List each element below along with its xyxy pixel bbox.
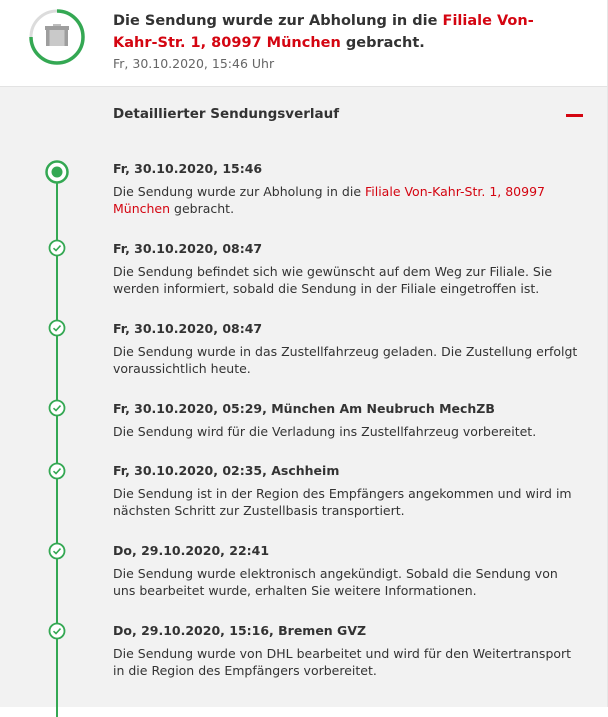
check-circle-icon: [48, 622, 66, 640]
tracking-event: [113, 241, 578, 297]
event-header: Fr, 30.10.2020, 02:35, Aschheim: [113, 463, 340, 478]
event-text: [113, 183, 578, 217]
headline-suffix: gebracht.: [340, 35, 425, 51]
branch-link[interactable]: Filiale Von-Kahr-Str. 1, 80997 München: [113, 184, 545, 216]
event-text: Die Sendung ist in der Region des Empfängers angekommen und wird im nächsten Schritt zur Zustellbasis transportiert.: [113, 486, 572, 518]
minus-icon: [566, 114, 583, 117]
tracking-event: [113, 321, 578, 377]
shipment-history-title: Detaillierter Sendungsverlauf: [113, 106, 340, 122]
shipment-history-panel: [0, 87, 608, 707]
check-circle-icon: [48, 319, 66, 337]
event-text: Die Sendung wurde von DHL bearbeitet und wird für den Weitertransport in die Region des Empfängers vorbereitet.: [113, 646, 572, 678]
event-header: Fr, 30.10.2020, 05:29, München Am Neubruch MechZB: [113, 401, 495, 416]
status-card: [0, 0, 608, 87]
tracking-event: [113, 623, 578, 679]
event-text: Die Sendung wurde elektronisch angekündigt. Sobald die Sendung von uns bearbeitet wurde, erhalten Sie weitere Informationen.: [113, 566, 558, 598]
check-circle-icon: [48, 542, 66, 560]
event-text-suffix: gebracht.: [170, 201, 235, 216]
event-text: Die Sendung wurde in das Zustellfahrzeug geladen. Die Zustellung erfolgt voraussichtlich heute.: [113, 344, 578, 376]
event-text-part: Die Sendung wurde zur Abholung in die: [113, 184, 365, 199]
tracking-event: [113, 543, 578, 599]
event-header: Fr, 30.10.2020, 08:47: [113, 321, 263, 336]
tracking-event: [113, 401, 578, 440]
collapse-button[interactable]: [563, 105, 587, 125]
event-header: Fr, 30.10.2020, 15:46: [113, 161, 263, 176]
event-header: Do, 29.10.2020, 22:41: [113, 543, 270, 558]
status-headline: [113, 10, 573, 54]
event-header: Fr, 30.10.2020, 08:47: [113, 241, 263, 256]
check-circle-icon: [48, 239, 66, 257]
tracking-event: [113, 463, 578, 519]
parcel-shop-icon: [28, 8, 86, 66]
status-date: Fr, 30.10.2020, 15:46 Uhr: [113, 56, 275, 71]
tracking-event: [113, 161, 578, 217]
headline-text: Die Sendung wurde zur Abholung in die: [113, 13, 443, 29]
current-status-dot-icon: [45, 160, 69, 184]
check-circle-icon: [48, 399, 66, 417]
event-text: Die Sendung wird für die Verladung ins Zustellfahrzeug vorbereitet.: [113, 424, 537, 439]
event-header: Do, 29.10.2020, 15:16, Bremen GVZ: [113, 623, 367, 638]
branch-link[interactable]: Filiale Von-Kahr-Str. 1, 80997 München: [113, 13, 534, 51]
check-circle-icon: [48, 462, 66, 480]
event-text: Die Sendung befindet sich wie gewünscht auf dem Weg zur Filiale. Sie werden informiert, sobald die Sendung in der Filiale eingetroffen ist.: [113, 264, 553, 296]
